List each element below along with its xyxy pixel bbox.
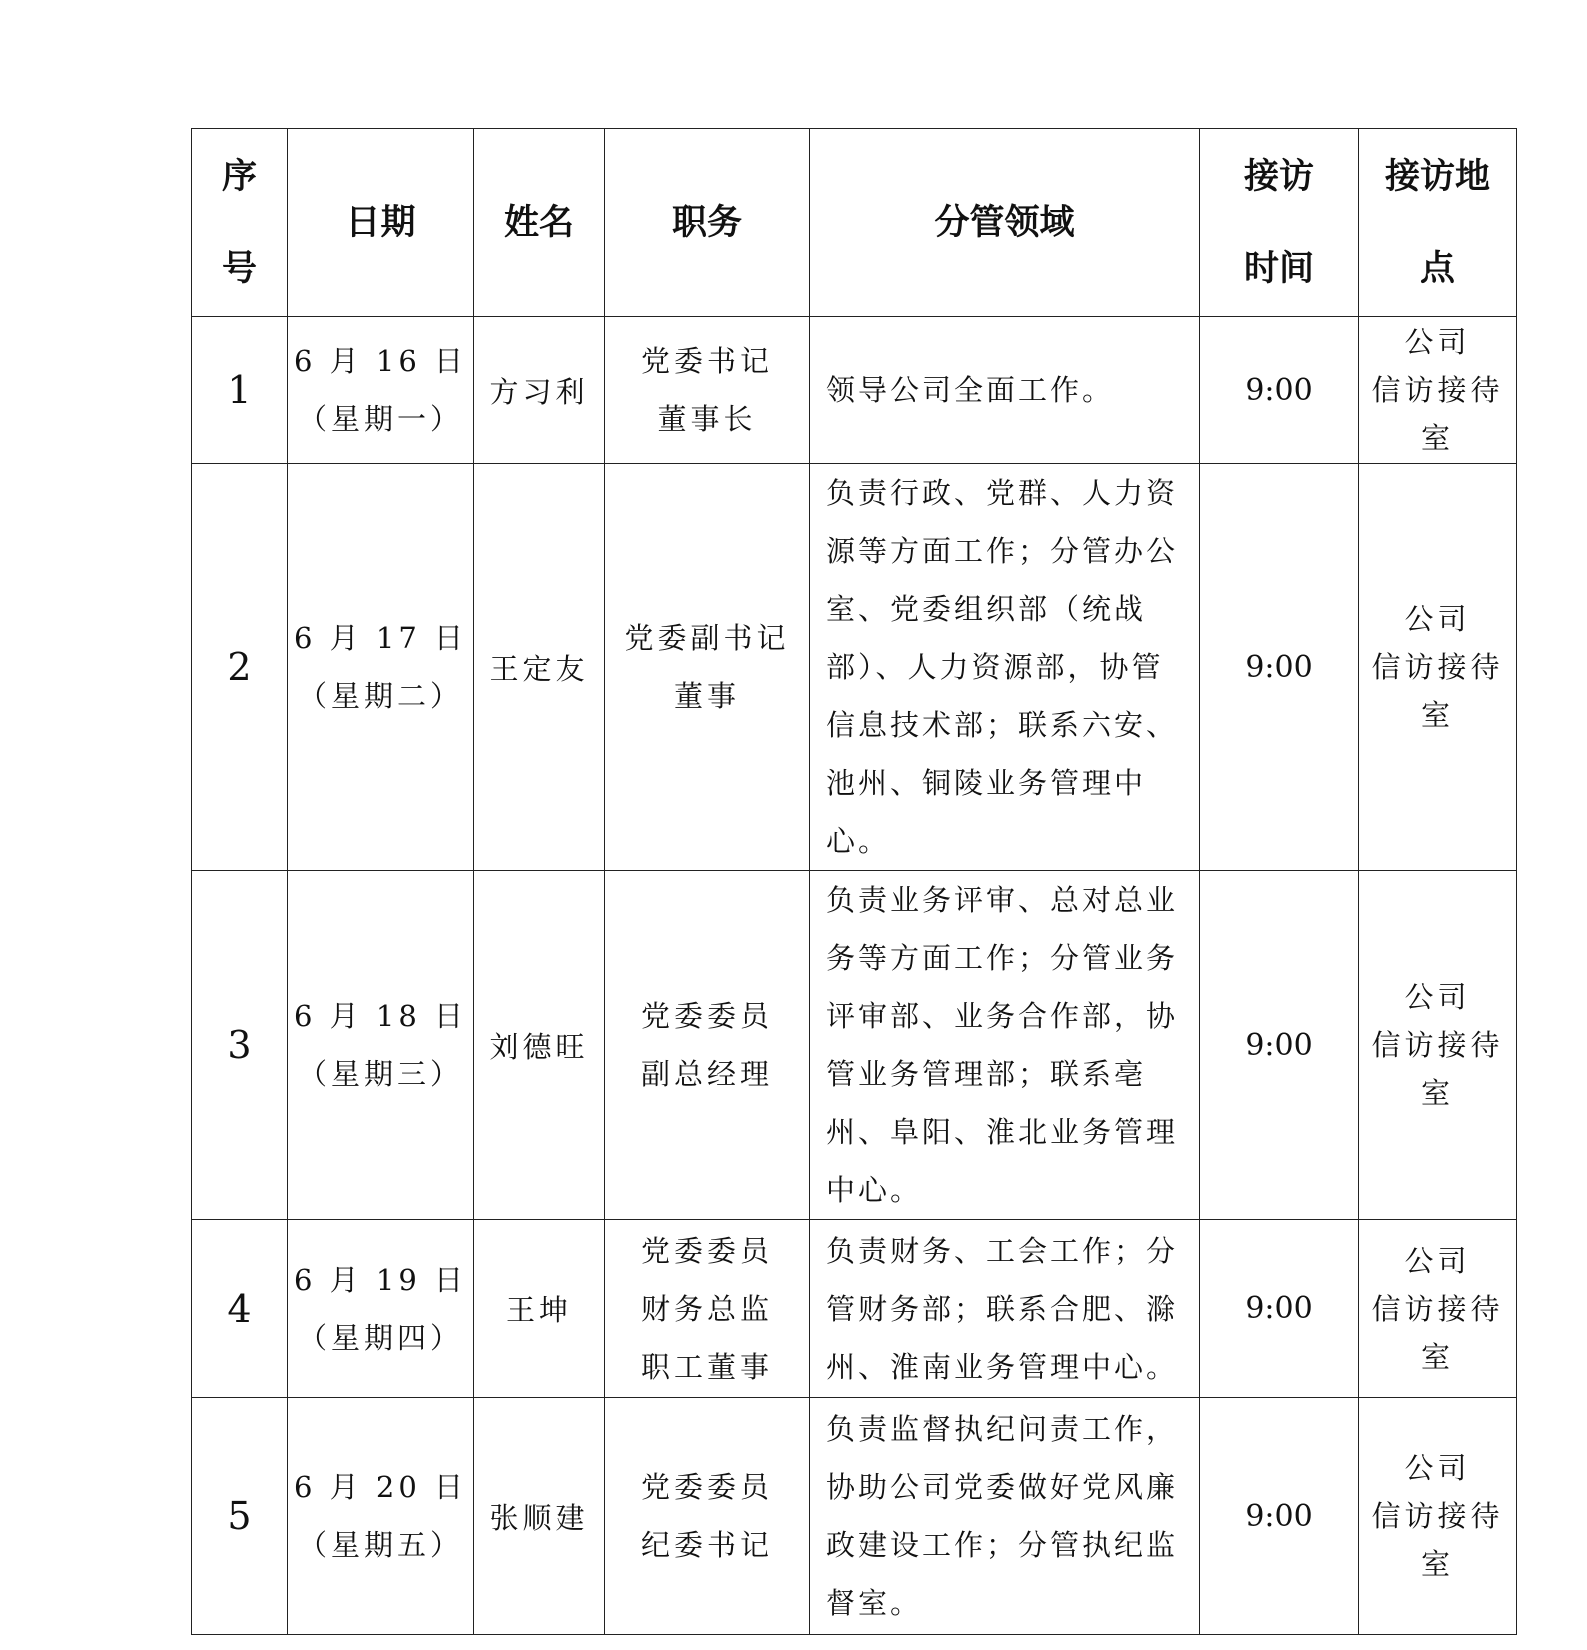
row-seq: 5	[192, 1398, 288, 1635]
table-row	[192, 464, 1517, 871]
row-area: 领导公司全面工作。	[810, 317, 1200, 464]
header-time: 接访 时间	[1200, 129, 1359, 317]
row-position: 党委书记 董事长	[605, 317, 810, 464]
schedule-table	[191, 128, 1517, 1635]
row-seq: 4	[192, 1220, 288, 1398]
row-name: 刘德旺	[474, 871, 605, 1220]
row-position: 党委委员 纪委书记	[605, 1398, 810, 1635]
table-row	[192, 1220, 1517, 1398]
row-time: 9:00	[1200, 317, 1359, 464]
row-name: 张顺建	[474, 1398, 605, 1635]
row-date: 6 月 16 日 （星期一）	[288, 317, 474, 464]
row-place: 公司 信访接待 室	[1359, 317, 1517, 464]
row-time: 9:00	[1200, 1220, 1359, 1398]
row-date: 6 月 18 日 （星期三）	[288, 871, 474, 1220]
row-area: 负责行政、党群、人力资源等方面工作；分管办公室、党委组织部（统战部）、人力资源部，协管信息技术部；联系六安、池州、铜陵业务管理中心。	[810, 464, 1200, 871]
header-place: 接访地 点	[1359, 129, 1517, 317]
row-area: 负责监督执纪问责工作，协助公司党委做好党风廉政建设工作；分管执纪监督室。	[810, 1398, 1200, 1635]
row-time: 9:00	[1200, 464, 1359, 871]
row-date: 6 月 19 日 （星期四）	[288, 1220, 474, 1398]
row-name: 方习利	[474, 317, 605, 464]
row-time: 9:00	[1200, 871, 1359, 1220]
row-name: 王坤	[474, 1220, 605, 1398]
row-place: 公司 信访接待 室	[1359, 1220, 1517, 1398]
row-time: 9:00	[1200, 1398, 1359, 1635]
row-place: 公司 信访接待 室	[1359, 871, 1517, 1220]
row-name: 王定友	[474, 464, 605, 871]
row-area: 负责财务、工会工作；分管财务部；联系合肥、滁州、淮南业务管理中心。	[810, 1220, 1200, 1398]
header-position: 职务	[605, 129, 810, 317]
row-position: 党委委员 财务总监 职工董事	[605, 1220, 810, 1398]
reception-schedule	[191, 128, 1516, 1635]
row-position: 党委副书记 董事	[605, 464, 810, 871]
row-seq: 1	[192, 317, 288, 464]
row-seq: 3	[192, 871, 288, 1220]
row-seq: 2	[192, 464, 288, 871]
row-date: 6 月 17 日 （星期二）	[288, 464, 474, 871]
table-row	[192, 871, 1517, 1220]
table-row	[192, 317, 1517, 464]
header-name: 姓名	[474, 129, 605, 317]
header-area: 分管领域	[810, 129, 1200, 317]
header-seq: 序 号	[192, 129, 288, 317]
row-place: 公司 信访接待 室	[1359, 1398, 1517, 1635]
header-row	[192, 129, 1517, 317]
row-position: 党委委员 副总经理	[605, 871, 810, 1220]
row-area: 负责业务评审、总对总业务等方面工作；分管业务评审部、业务合作部，协管业务管理部；联系亳州、阜阳、淮北业务管理中心。	[810, 871, 1200, 1220]
row-place: 公司 信访接待 室	[1359, 464, 1517, 871]
header-date: 日期	[288, 129, 474, 317]
row-date: 6 月 20 日 （星期五）	[288, 1398, 474, 1635]
table-row	[192, 1398, 1517, 1635]
